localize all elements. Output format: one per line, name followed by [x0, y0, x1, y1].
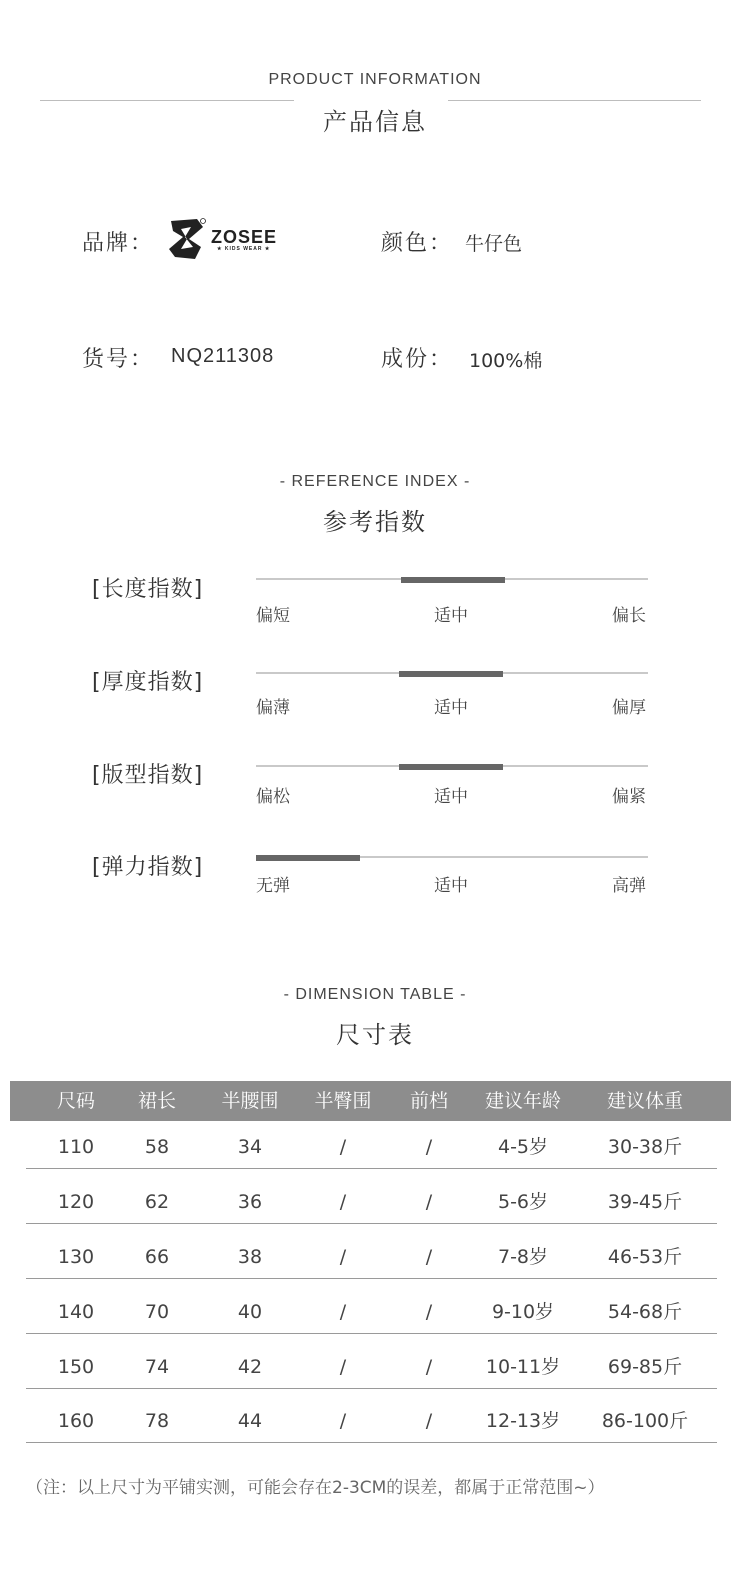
index-level-bar [399, 764, 503, 770]
table-cell: 10-11岁 [485, 1356, 561, 1378]
table-cell: 42 [237, 1356, 263, 1378]
index-label: [版型指数] [92, 763, 204, 788]
dimension-table-title-en: - DIMENSION TABLE - [283, 986, 467, 1003]
table-cell: / [425, 1301, 433, 1323]
color-value: 牛仔色 [465, 233, 523, 255]
index-scale-mid: 适中 [434, 698, 468, 718]
table-cell: / [339, 1136, 347, 1158]
brand-logo [167, 217, 277, 261]
table-cell: / [425, 1356, 433, 1378]
material-value: 100%棉 [469, 350, 543, 372]
table-cell: 34 [237, 1136, 263, 1158]
table-cell: / [339, 1191, 347, 1213]
table-cell: 62 [144, 1191, 170, 1213]
table-cell: 120 [57, 1191, 95, 1213]
index-level-bar [256, 855, 360, 861]
index-scale-left: 偏短 [256, 606, 290, 626]
brand-label: 品牌： [82, 231, 155, 256]
table-cell: 54-68斤 [607, 1301, 683, 1323]
table-cell: / [339, 1301, 347, 1323]
table-row [0, 1340, 750, 1395]
table-cell: 44 [237, 1410, 263, 1432]
table-cell: / [339, 1410, 347, 1432]
table-header-cell: 前档 [409, 1090, 449, 1112]
table-cell: 4-5岁 [497, 1136, 549, 1158]
index-scale-mid: 适中 [434, 787, 468, 807]
table-cell: / [425, 1410, 433, 1432]
index-scale-mid: 适中 [434, 876, 468, 896]
table-row [0, 1394, 750, 1449]
divider-right [448, 100, 701, 101]
item-no-label: 货号： [82, 347, 155, 372]
index-scale-left: 偏薄 [256, 698, 290, 718]
table-row-divider [26, 1278, 717, 1279]
table-cell: 130 [57, 1246, 95, 1268]
table-cell: 58 [144, 1136, 170, 1158]
index-scale-mid: 适中 [434, 606, 468, 626]
index-scale-right: 偏长 [612, 606, 646, 626]
table-row [0, 1120, 750, 1175]
table-row-divider [26, 1388, 717, 1389]
item-no-value: NQ211308 [171, 345, 275, 367]
table-cell: 38 [237, 1246, 263, 1268]
reference-index-title-en: - REFERENCE INDEX - [279, 473, 471, 490]
table-row-divider [26, 1223, 717, 1224]
brand-logo-sub: ★ KIDS WEAR ★ [217, 246, 271, 252]
table-cell: 70 [144, 1301, 170, 1323]
brand-logo-text: ZOSEE [211, 227, 278, 247]
table-cell: / [339, 1356, 347, 1378]
table-cell: / [425, 1191, 433, 1213]
table-cell: 39-45斤 [607, 1191, 683, 1213]
table-cell: 46-53斤 [607, 1246, 683, 1268]
index-level-bar [401, 577, 505, 583]
table-cell: 12-13岁 [485, 1410, 561, 1432]
color-label: 颜色： [381, 231, 454, 256]
table-cell: 86-100斤 [601, 1410, 689, 1432]
table-cell: 150 [57, 1356, 95, 1378]
table-header-cell: 建议年龄 [484, 1090, 562, 1112]
table-cell: 110 [57, 1136, 95, 1158]
product-info-title-en: PRODUCT INFORMATION [268, 71, 482, 88]
table-cell: 78 [144, 1410, 170, 1432]
table-cell: 69-85斤 [607, 1356, 683, 1378]
index-scale-right: 高弹 [612, 876, 646, 896]
table-cell: / [425, 1246, 433, 1268]
table-row-divider [26, 1168, 717, 1169]
table-cell: 30-38斤 [607, 1136, 683, 1158]
divider-left [40, 100, 294, 101]
table-header-cell: 尺码 [56, 1090, 96, 1112]
measurement-note: （注：以上尺寸为平铺实测，可能会存在2-3CM的误差，都属于正常范围~） [26, 1478, 605, 1498]
brand-logo-icon [167, 217, 207, 261]
index-scale-right: 偏紧 [612, 787, 646, 807]
table-cell: 66 [144, 1246, 170, 1268]
table-row [0, 1285, 750, 1340]
table-cell: 140 [57, 1301, 95, 1323]
table-cell: 7-8岁 [497, 1246, 549, 1268]
index-label: [长度指数] [92, 577, 204, 602]
table-cell: / [425, 1136, 433, 1158]
index-level-bar [399, 671, 503, 677]
table-row-divider [26, 1333, 717, 1334]
table-header-cell: 裙长 [137, 1090, 177, 1112]
index-scale-left: 无弹 [256, 876, 290, 896]
table-cell: 160 [57, 1410, 95, 1432]
material-label: 成份： [381, 347, 454, 372]
index-label: [弹力指数] [92, 855, 204, 880]
product-info-title-cn: 产品信息 [323, 108, 427, 136]
table-header-cell: 建议体重 [606, 1090, 684, 1112]
table-cell: 74 [144, 1356, 170, 1378]
dimension-table-title-cn: 尺寸表 [336, 1021, 414, 1049]
reference-index-title-cn: 参考指数 [323, 508, 427, 536]
table-cell: 5-6岁 [497, 1191, 549, 1213]
table-cell: 36 [237, 1191, 263, 1213]
table-header-cell: 半臀围 [314, 1090, 372, 1112]
table-header-cell: 半腰围 [221, 1090, 279, 1112]
table-row [0, 1230, 750, 1285]
table-cell: / [339, 1246, 347, 1268]
table-row [0, 1175, 750, 1230]
index-label: [厚度指数] [92, 670, 204, 695]
table-row-divider [26, 1442, 717, 1443]
table-cell: 9-10岁 [491, 1301, 555, 1323]
index-scale-right: 偏厚 [612, 698, 646, 718]
index-scale-left: 偏松 [256, 787, 290, 807]
table-cell: 40 [237, 1301, 263, 1323]
table-header [10, 1081, 731, 1121]
